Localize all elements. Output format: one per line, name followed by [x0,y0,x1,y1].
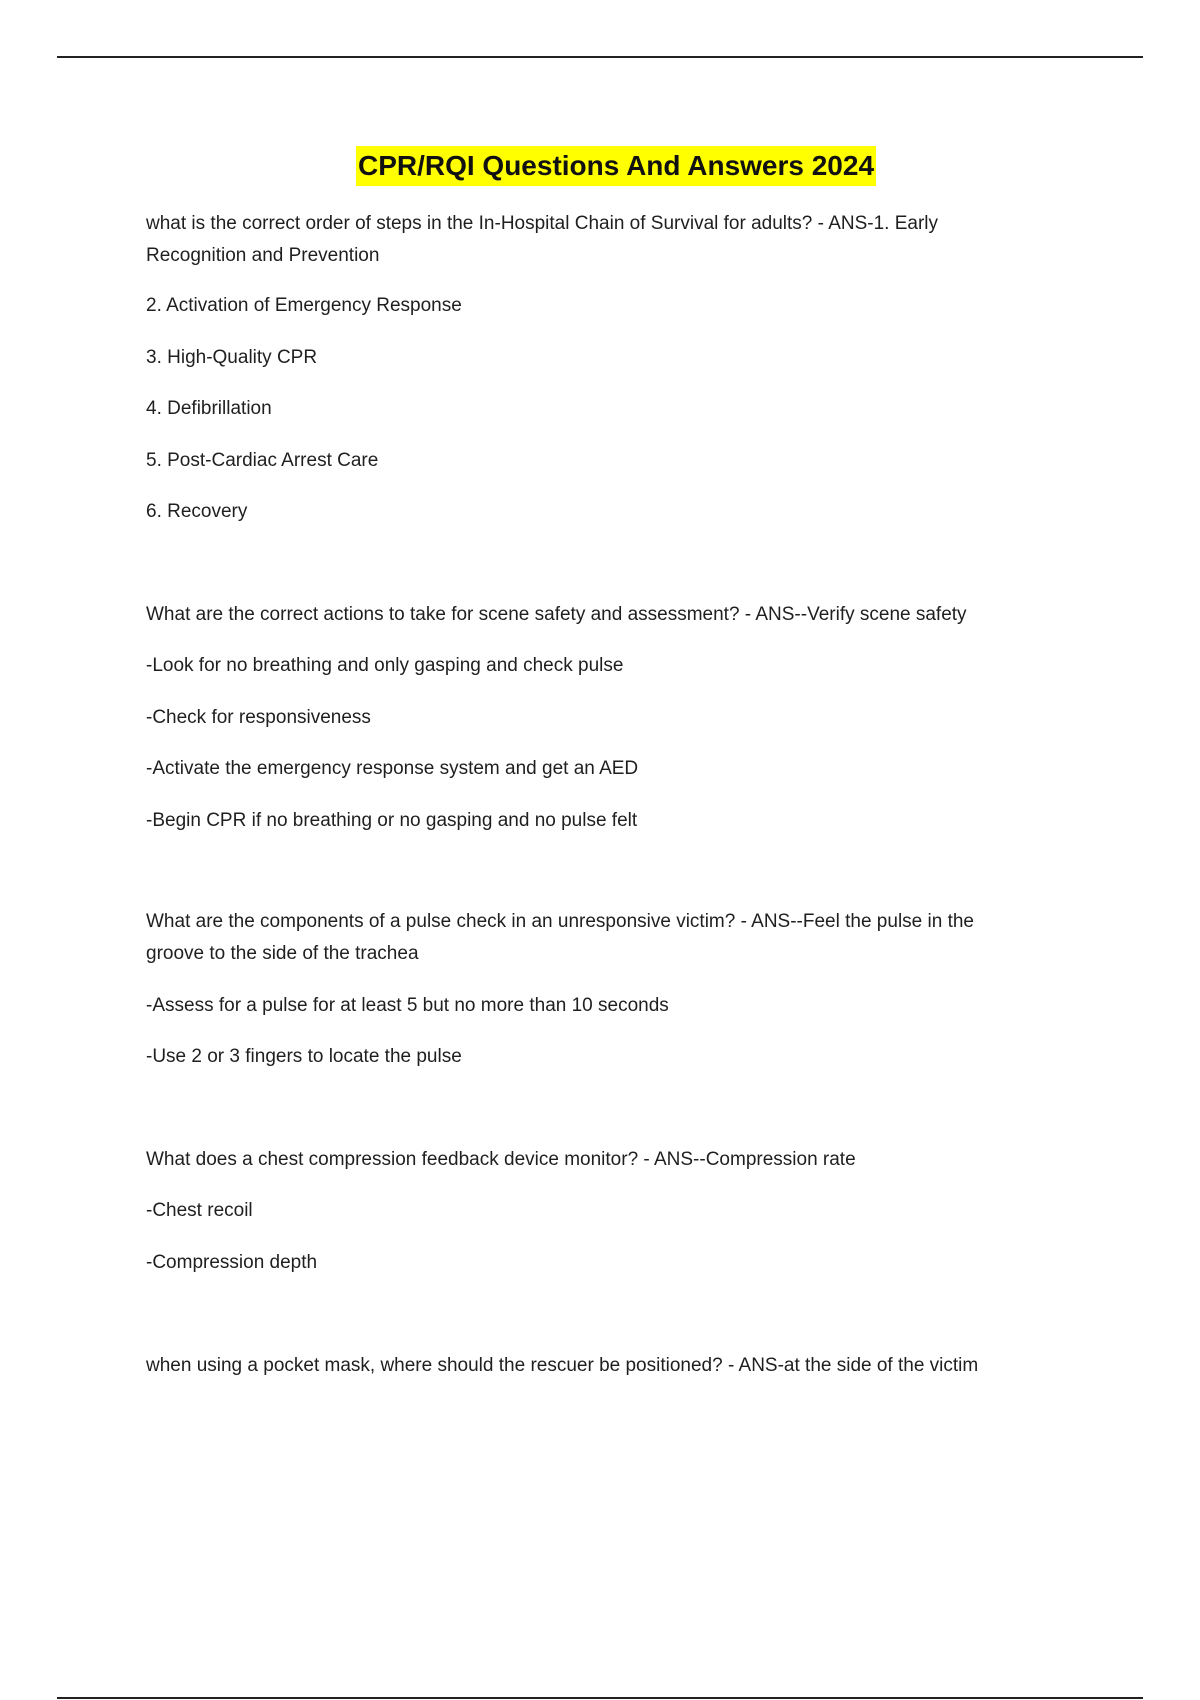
document-title: CPR/RQI Questions And Answers 2024 [356,146,876,186]
answer-3-item-2: -Use 2 or 3 fingers to locate the pulse [146,1046,462,1067]
question-3 [146,906,1066,970]
question-2-line-1: What are the correct actions to take for scene safety and assessment? - ANS--Verify scene safety [146,604,967,625]
question-1 [146,208,1066,272]
answer-1-item-3: 4. Defibrillation [146,398,272,419]
title-wrap [146,146,1086,186]
question-3-line-1: What are the components of a pulse check in an unresponsive victim? - ANS--Feel the pulse in the [146,911,974,932]
answer-2-item-1: -Look for no breathing and only gasping and check pulse [146,655,624,676]
answer-2-item-4: -Begin CPR if no breathing or no gasping and no pulse felt [146,810,638,831]
answer-3-item-1: -Assess for a pulse for at least 5 but no more than 10 seconds [146,995,669,1016]
answer-2-item-2: -Check for responsiveness [146,707,371,728]
question-3-line-2: groove to the side of the trachea [146,943,419,964]
answer-1-item-1: 2. Activation of Emergency Response [146,295,462,316]
question-1-line-2: Recognition and Prevention [146,245,380,266]
answer-1-item-2: 3. High-Quality CPR [146,347,318,368]
bottom-rule [57,1697,1143,1699]
top-rule [57,56,1143,58]
answer-2-item-3: -Activate the emergency response system and get an AED [146,758,639,779]
question-1-line-1: what is the correct order of steps in the In-Hospital Chain of Survival for adults? - ANS-1. Early [146,213,939,234]
answer-1-item-5: 6. Recovery [146,501,248,522]
question-5-line-1: when using a pocket mask, where should the rescuer be positioned? - ANS-at the side of the victim [146,1355,979,1376]
question-4-line-1: What does a chest compression feedback device monitor? - ANS--Compression rate [146,1149,856,1170]
answer-4-item-1: -Chest recoil [146,1200,253,1221]
answer-1-item-4: 5. Post-Cardiac Arrest Care [146,450,379,471]
answer-4-item-2: -Compression depth [146,1252,318,1273]
